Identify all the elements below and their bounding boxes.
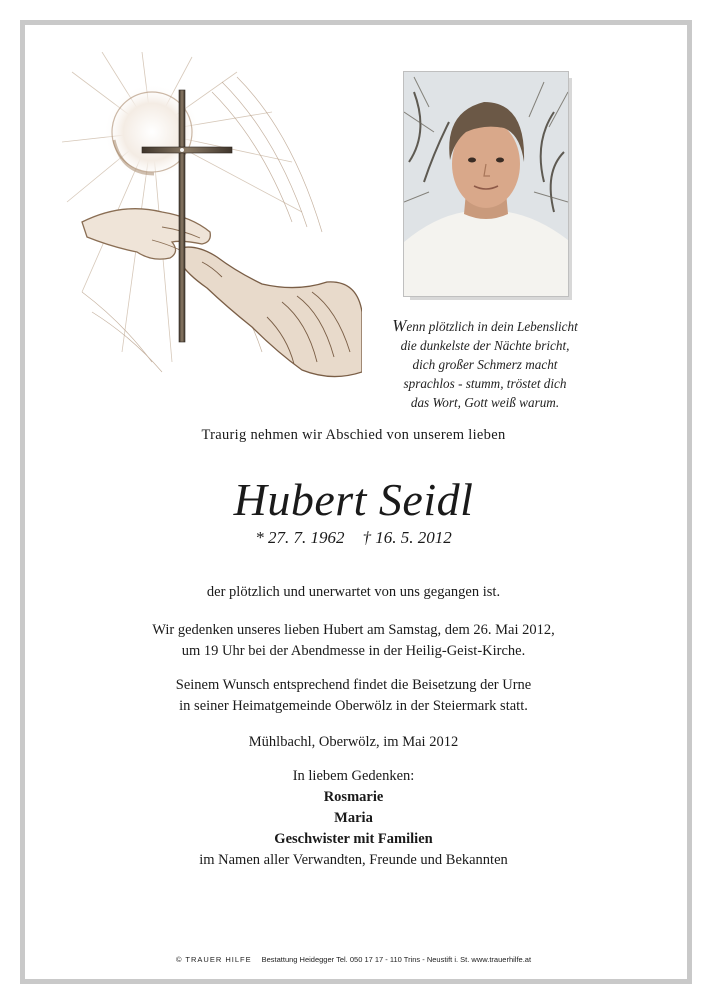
footer-info: Bestattung Heidegger Tel. 050 17 17 - 110 Trins - Neustift i. St. www.trauerhilfe.at [261, 955, 532, 964]
intro-text: Traurig nehmen wir Abschied von unserem lieben [201, 427, 506, 443]
deceased-name: Hubert Seidl [233, 474, 474, 525]
mourner-name: Geschwister mit Familien [274, 831, 433, 847]
announcement-text: der plötzlich und unerwartet von uns gegangen ist. [206, 584, 501, 600]
portrait-photo [403, 71, 569, 297]
poem-line-text: enn plötzlich in dein Lebenslicht [406, 319, 578, 334]
mourners-closing: im Namen aller Verwandten, Freunde und Bekannten [199, 852, 508, 868]
mourners-block [0, 766, 707, 871]
birth-date: * 27. 7. 1962 [255, 528, 345, 547]
service-line: Wir gedenken unseres lieben Hubert am Samstag, dem 26. Mai 2012, [152, 622, 555, 638]
mourner-name: Rosmarie [323, 789, 384, 805]
poem-line: dich großer Schmerz macht [412, 357, 558, 372]
footer-brand: © TRAUER HILFE [175, 955, 252, 964]
service-line: um 19 Uhr bei der Abendmesse in der Heilig-Geist-Kirche. [181, 643, 526, 659]
burial-paragraph [0, 675, 707, 717]
poem-line: das Wort, Gott weiß warum. [410, 395, 560, 410]
mourner-name: Maria [334, 810, 373, 826]
mourners-heading: In liebem Gedenken: [292, 768, 415, 784]
footer [0, 955, 707, 964]
poem-initial: W [392, 316, 407, 335]
burial-line: Seinem Wunsch entsprechend findet die Beisetzung der Urne [175, 677, 532, 693]
life-dates [0, 528, 707, 548]
place-date: Mühlbachl, Oberwölz, im Mai 2012 [248, 734, 459, 750]
burial-line: in seiner Heimatgemeinde Oberwölz in der Steiermark statt. [179, 698, 528, 714]
poem-line: sprachlos - stumm, tröstet dich [403, 376, 567, 391]
memorial-poem [355, 316, 615, 412]
poem-line [355, 316, 615, 336]
service-paragraph [0, 620, 707, 662]
cross-and-hands-icon [62, 52, 362, 382]
poem-line: die dunkelste der Nächte bricht, [400, 338, 570, 353]
death-date: † 16. 5. 2012 [362, 528, 452, 547]
